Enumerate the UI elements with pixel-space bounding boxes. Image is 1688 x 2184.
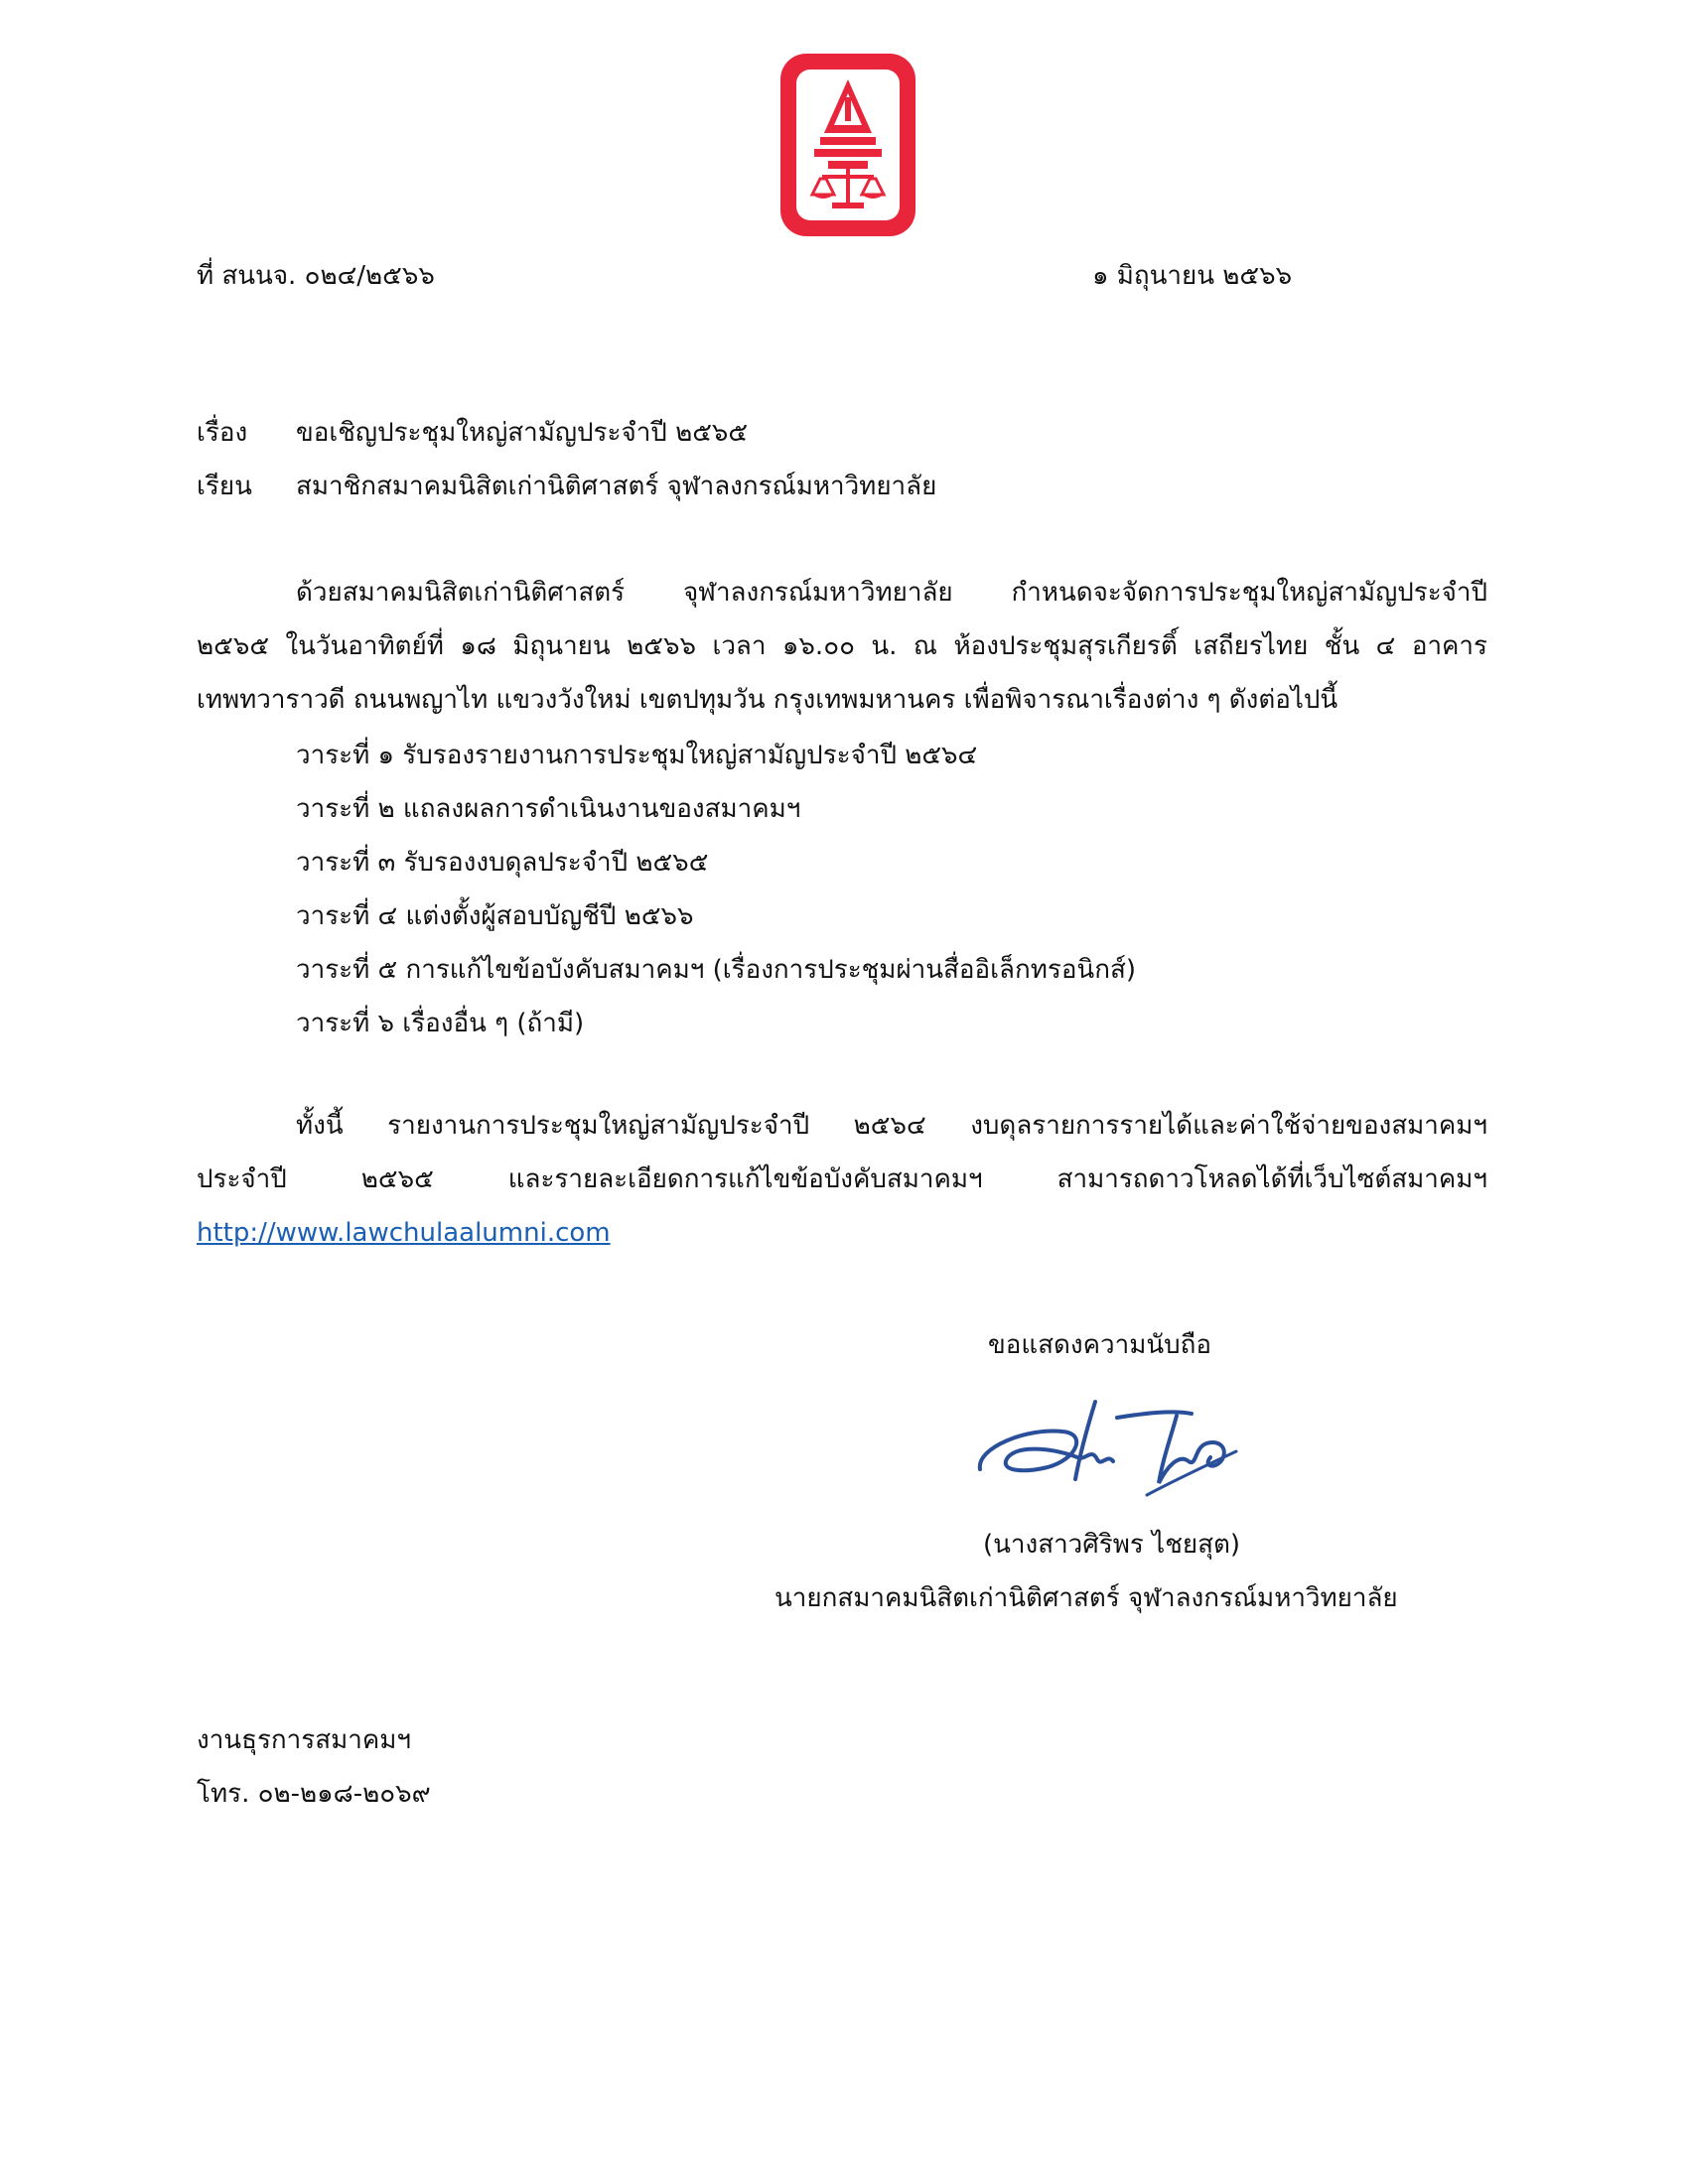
- intro-line-3: เทพทวาราวดี ถนนพญาไท แขวงวังใหม่ เขตปทุมวัน กรุงเทพมหานคร เพื่อพิจารณาเรื่องต่าง ๆ ดังต่อไปนี้: [197, 685, 1338, 715]
- agenda-item: วาระที่ ๔ แต่งตั้งผู้สอบบัญชีปี ๒๕๖๖: [296, 901, 694, 931]
- agenda-item: วาระที่ ๖ เรื่องอื่น ๆ (ถ้ามี): [296, 1009, 585, 1038]
- intro-line-1: ด้วยสมาคมนิสิตเก่านิติศาสตร์ จุฬาลงกรณ์มหาวิทยาลัย กำหนดจะจัดการประชุมใหญ่สามัญประจำปี: [296, 578, 1487, 608]
- reference-number: ที่ สนนจ. ๐๒๔/๒๕๖๖: [197, 261, 435, 291]
- intro-line-2: ๒๕๖๕ ในวันอาทิตย์ที่ ๑๘ มิถุนายน ๒๕๖๖ เวลา ๑๖.๐๐ น. ณ ห้องประชุมสุรเกียรติ์ เสถียรไทย ชั้น ๔ อาคาร: [197, 631, 1487, 661]
- signer-name: (นางสาวศิริพร ไชยสุต): [983, 1530, 1240, 1560]
- subject-row: [197, 413, 748, 453]
- agenda-item: วาระที่ ๒ แถลงผลการดำเนินงานของสมาคมฯ: [296, 794, 801, 824]
- signature: [968, 1388, 1266, 1507]
- agenda-item: วาระที่ ๕ การแก้ไขข้อบังคับสมาคมฯ (เรื่องการประชุมผ่านสื่ออิเล็กทรอนิกส์): [296, 955, 1136, 985]
- recipient-label: เรียน: [197, 472, 252, 501]
- letter-date: ๑ มิถุนายน ๒๕๖๖: [1092, 261, 1293, 291]
- agenda-item: วาระที่ ๓ รับรองงบดุลประจำปี ๒๕๖๕: [296, 848, 709, 878]
- subject-label: เรื่อง: [197, 418, 248, 448]
- note-line-2: ประจำปี ๒๕๖๕ และรายละเอียดการแก้ไขข้อบังคับสมาคมฯ สามารถดาวโหลดได้ที่เว็บไซต์สมาคมฯ: [197, 1164, 1487, 1194]
- note-line-1: ทั้งนี้ รายงานการประชุมใหญ่สามัญประจำปี ๒๕๖๔ งบดุลรายการรายได้และค่าใช้จ่ายของสมาคมฯ: [296, 1111, 1487, 1141]
- office-phone: โทร. ๐๒-๒๑๘-๒๐๖๙: [197, 1779, 431, 1809]
- closing-phrase: ขอแสดงความนับถือ: [988, 1330, 1211, 1360]
- website-link[interactable]: http://www.lawchulaalumni.com: [197, 1218, 611, 1248]
- agenda-item: วาระที่ ๑ รับรองรายงานการประชุมใหญ่สามัญประจำปี ๒๕๖๔: [296, 741, 978, 770]
- recipient-row: [197, 467, 936, 506]
- signer-title: นายกสมาคมนิสิตเก่านิติศาสตร์ จุฬาลงกรณ์มหาวิทยาลัย: [774, 1583, 1398, 1613]
- recipient-text: สมาชิกสมาคมนิสิตเก่านิติศาสตร์ จุฬาลงกรณ์มหาวิทยาลัย: [296, 472, 937, 501]
- association-logo: [776, 50, 919, 240]
- subject-text: ขอเชิญประชุมใหญ่สามัญประจำปี ๒๕๖๕: [296, 418, 749, 448]
- office-name: งานธุรการสมาคมฯ: [197, 1725, 411, 1755]
